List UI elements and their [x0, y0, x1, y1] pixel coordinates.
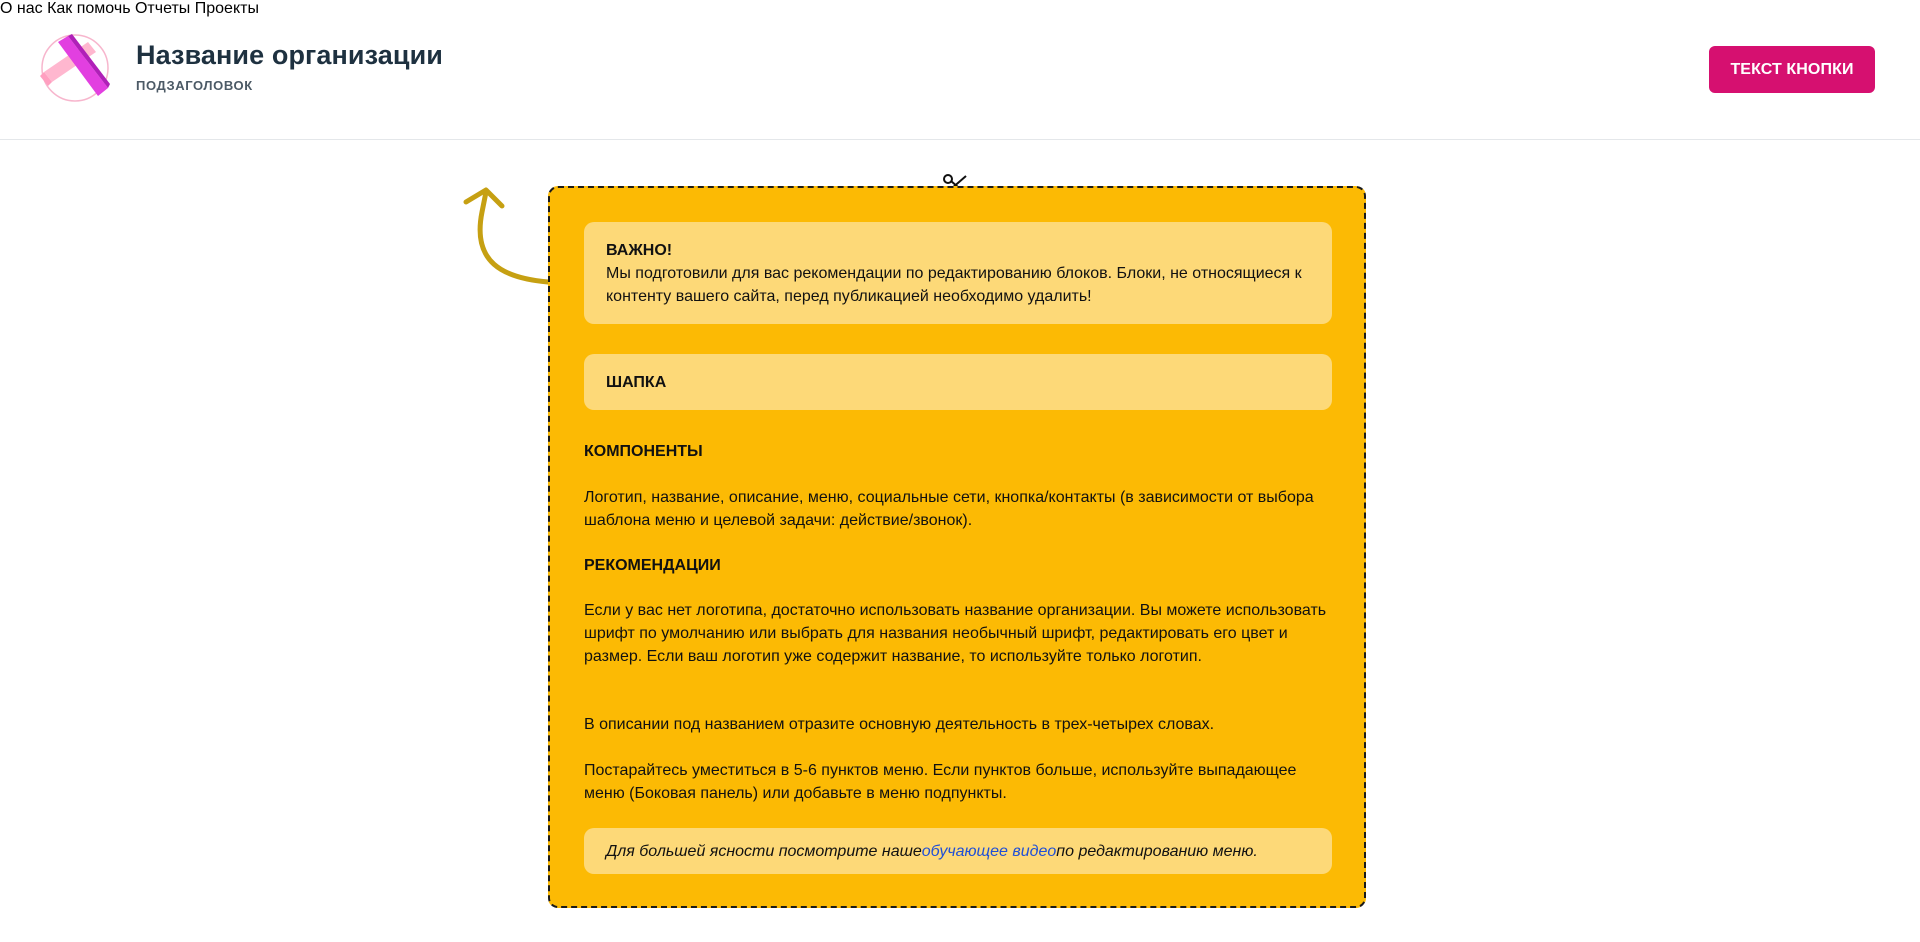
- components-text: Логотип, название, описание, меню, социальные сети, кнопка/контакты (в зависимости от выбора шаблона меню и целевой задачи: действие/звонок).: [584, 489, 1314, 529]
- tutorial-video-link[interactable]: обучающее видео: [921, 842, 1057, 860]
- video-note-before: Для большей ясности посмотрите наше: [606, 842, 922, 860]
- nav-item-projects[interactable]: Проекты: [194, 0, 259, 17]
- recommendation-paragraph-3: Постарайтесь уместиться в 5-6 пунктов меню. Если пунктов больше, используйте выпадающее меню (Боковая панель) или добавьте в меню подпункты.: [584, 762, 1297, 802]
- arrow-icon: [462, 182, 552, 288]
- recommendation-paragraph-1: Если у вас нет логотипа, достаточно использовать название организации. Вы можете использовать шрифт по умолчанию или выбрать для названия необычный шрифт, редактировать его цвет и размер. Если ваш логотип уже содержит название, то используйте только логотип.: [584, 602, 1327, 665]
- logo-icon[interactable]: [38, 32, 112, 104]
- instructions-card: [548, 186, 1366, 908]
- site-header: [0, 0, 1920, 140]
- nav-item-reports[interactable]: Отчеты: [134, 0, 191, 17]
- recommendation-paragraph-2: В описании под названием отразите основную деятельность в трех-четырех словах.: [584, 716, 1215, 733]
- nav-item-about[interactable]: О нас: [0, 0, 43, 17]
- recommendations-heading: РЕКОМЕНДАЦИИ: [584, 557, 721, 574]
- important-text: Мы подготовили для вас рекомендации по редактированию блоков. Блоки, не относящиеся к контенту вашего сайта, перед публикацией необходимо удалить!: [606, 265, 1302, 305]
- section-title-box: [584, 354, 1332, 410]
- components-heading: КОМПОНЕНТЫ: [584, 443, 703, 460]
- important-note: [584, 222, 1332, 324]
- video-note: [584, 828, 1332, 874]
- section-title: ШАПКА: [606, 373, 667, 391]
- nav-item-help[interactable]: Как помочь: [47, 0, 131, 17]
- org-name[interactable]: Название организации: [136, 40, 443, 70]
- video-note-after: по редактированию меню.: [1056, 842, 1258, 860]
- cta-button[interactable]: ТЕКСТ КНОПКИ: [1709, 46, 1875, 93]
- org-subtitle: ПОДЗАГОЛОВОК: [136, 78, 253, 93]
- important-title: ВАЖНО!: [606, 242, 673, 259]
